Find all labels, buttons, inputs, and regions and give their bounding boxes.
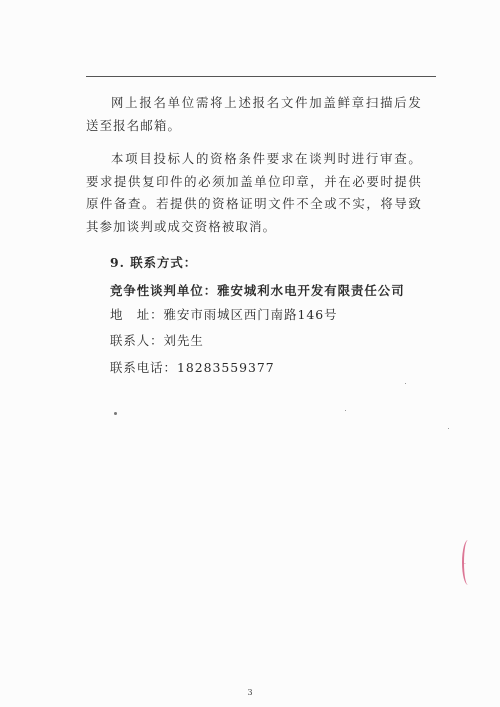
- scan-speck: [345, 410, 346, 411]
- contact-heading: 9. 联系方式：: [110, 255, 198, 270]
- top-rule: [86, 76, 436, 77]
- scan-speck: [405, 383, 406, 384]
- scan-speck: [448, 428, 449, 429]
- contact-unit: 竞争性谈判单位：雅安城利水电开发有限责任公司: [110, 283, 405, 298]
- contact-address: 地 址：雅安市雨城区西门南路146号: [110, 307, 338, 322]
- page-number: 3: [247, 688, 253, 697]
- contact-person: 联系人：刘先生: [110, 333, 204, 348]
- paragraph-online-registration: 网上报名单位需将上述报名文件加盖鲜章扫描后发送至报名邮箱。: [86, 95, 422, 133]
- seal-stamp-mark: ·: [460, 562, 468, 565]
- contact-phone: 联系电话：18283559377: [110, 360, 275, 375]
- paragraph-qualification-review: 本项目投标人的资格条件要求在谈判时进行审查。要求提供复印件的必须加盖单位印章，并在必要时提供原件备查。若提供的资格证明文件不全或不实，将导致其参加谈判或成交资格被取消。: [86, 151, 422, 234]
- scan-speck: [114, 412, 117, 415]
